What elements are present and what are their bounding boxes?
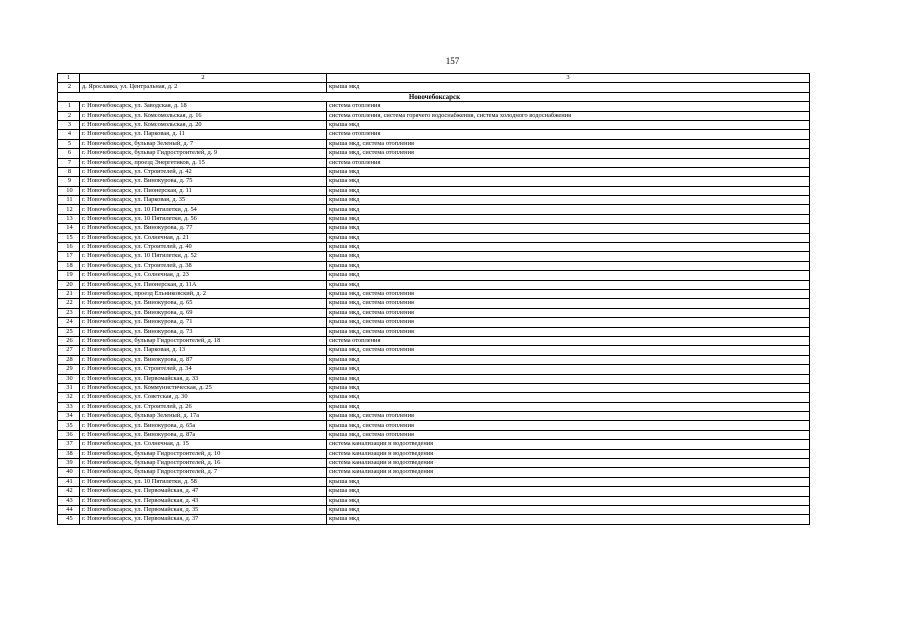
row-number: 5 — [58, 139, 80, 148]
row-number: 17 — [58, 252, 80, 261]
repair-register-table — [57, 73, 810, 525]
row-number: 26 — [58, 336, 80, 345]
row-address: г. Новочебоксарск, ул. Первомайская, д. 47 — [80, 487, 327, 496]
row-number: 32 — [58, 393, 80, 402]
table-row — [58, 355, 810, 364]
row-works: крыша мкд — [327, 205, 810, 214]
table-row — [58, 224, 810, 233]
row-works: система отопления — [327, 130, 810, 139]
row-number: 36 — [58, 430, 80, 439]
row-address: г. Новочебоксарск, ул. Строителей, д. 26 — [80, 402, 327, 411]
row-works: крыша мкд — [327, 120, 810, 129]
table-row — [58, 243, 810, 252]
table-row — [58, 318, 810, 327]
row-address: г. Новочебоксарск, бульвар Гидростроителей, д. 18 — [80, 336, 327, 345]
row-address: г. Новочебоксарск, ул. Солнечная, д. 15 — [80, 440, 327, 449]
row-number: 39 — [58, 459, 80, 468]
row-address: г. Новочебоксарск, ул. Винокурова, д. 87 — [80, 355, 327, 364]
row-number: 41 — [58, 477, 80, 486]
row-number: 23 — [58, 308, 80, 317]
table-row — [58, 233, 810, 242]
row-works: крыша мкд — [327, 167, 810, 176]
row-address: г. Новочебоксарск, ул. Заводская, д. 18 — [80, 102, 327, 111]
row-address: г. Новочебоксарск, бульвар Гидростроителей, д. 10 — [80, 449, 327, 458]
table-row — [58, 205, 810, 214]
row-works: крыша мкд — [327, 224, 810, 233]
table-row — [58, 111, 810, 120]
row-number: 45 — [58, 515, 80, 524]
row-address: г. Новочебоксарск, проезд Ельниковский, д. 2 — [80, 289, 327, 298]
row-address: г. Новочебоксарск, ул. Строителей, д. 42 — [80, 167, 327, 176]
row-works: крыша мкд — [327, 177, 810, 186]
row-number: 18 — [58, 261, 80, 270]
row-number: 35 — [58, 421, 80, 430]
table-row — [58, 327, 810, 336]
table-row — [58, 365, 810, 374]
table-row — [58, 196, 810, 205]
row-address: г. Новочебоксарск, ул. Винокурова, д. 69 — [80, 308, 327, 317]
table-row — [58, 383, 810, 392]
table-row — [58, 496, 810, 505]
row-number: 29 — [58, 365, 80, 374]
row-number: 22 — [58, 299, 80, 308]
table-row — [58, 374, 810, 383]
row-address: г. Новочебоксарск, ул. Винокурова, д. 65 — [80, 299, 327, 308]
table-row — [58, 280, 810, 289]
table-row — [58, 402, 810, 411]
row-address: г. Новочебоксарск, ул. 10 Пятилетки, д. 54 — [80, 205, 327, 214]
row-number: 19 — [58, 271, 80, 280]
row-address: г. Новочебоксарск, ул. 10 Пятилетки, д. 52 — [80, 252, 327, 261]
row-address: г. Новочебоксарск, проезд Энергетиков, д. 15 — [80, 158, 327, 167]
row-address: г. Новочебоксарск, ул. Солнечная, д. 21 — [80, 233, 327, 242]
row-number: 33 — [58, 402, 80, 411]
table-row — [58, 336, 810, 345]
row-works: крыша мкд — [327, 271, 810, 280]
row-address: г. Новочебоксарск, ул. Винокурова, д. 71 — [80, 318, 327, 327]
row-works: крыша мкд — [327, 515, 810, 524]
row-works: крыша мкд — [327, 280, 810, 289]
column-number-2: 2 — [80, 74, 327, 83]
row-number: 20 — [58, 280, 80, 289]
row-number: 14 — [58, 224, 80, 233]
row-number: 21 — [58, 289, 80, 298]
row-works: крыша мкд — [327, 505, 810, 514]
table-row — [58, 120, 810, 129]
row-works: крыша мкд, система отопления — [327, 299, 810, 308]
row-works: крыша мкд, система отопления — [327, 149, 810, 158]
table-row — [58, 412, 810, 421]
row-address: г. Новочебоксарск, ул. Парковая, д. 11 — [80, 130, 327, 139]
row-works: крыша мкд, система отопления — [327, 139, 810, 148]
row-works: крыша мкд — [327, 243, 810, 252]
row-number: 3 — [58, 120, 80, 129]
row-works: крыша мкд — [327, 496, 810, 505]
row-address: г. Новочебоксарск, ул. Строителей, д. 34 — [80, 365, 327, 374]
row-address: г. Новочебоксарск, бульвар Зеленый, д. 17а — [80, 412, 327, 421]
row-works: система отопления — [327, 102, 810, 111]
row-address: г. Новочебоксарск, ул. Парковая, д. 35 — [80, 196, 327, 205]
row-number: 28 — [58, 355, 80, 364]
row-address: г. Новочебоксарск, ул. Первомайская, д. 33 — [80, 374, 327, 383]
table-row — [58, 468, 810, 477]
table-row — [58, 83, 810, 92]
row-number: 44 — [58, 505, 80, 514]
row-address: г. Новочебоксарск, ул. Пионерская, д. 11 — [80, 186, 327, 195]
table-row — [58, 252, 810, 261]
row-works: крыша мкд — [327, 214, 810, 223]
table-row — [58, 440, 810, 449]
table-row — [58, 271, 810, 280]
table-row — [58, 261, 810, 270]
row-address: г. Новочебоксарск, ул. Комсомольская, д. 16 — [80, 111, 327, 120]
row-number: 6 — [58, 149, 80, 158]
row-number: 8 — [58, 167, 80, 176]
row-works: крыша мкд, система отопления — [327, 318, 810, 327]
row-address: г. Новочебоксарск, ул. 10 Пятилетки, д. 58 — [80, 477, 327, 486]
row-address: г. Новочебоксарск, ул. Первомайская, д. 43 — [80, 496, 327, 505]
row-address: д. Ярославка, ул. Центральная, д. 2 — [80, 83, 327, 92]
table-row — [58, 130, 810, 139]
row-works: крыша мкд — [327, 355, 810, 364]
row-works: крыша мкд — [327, 233, 810, 242]
row-number: 2 — [58, 83, 80, 92]
row-works: система отопления — [327, 336, 810, 345]
row-works: система канализации и водоотведения — [327, 468, 810, 477]
row-address: г. Новочебоксарск, ул. Первомайская, д. 37 — [80, 515, 327, 524]
row-address: г. Новочебоксарск, ул. Парковая, д. 13 — [80, 346, 327, 355]
row-number: 4 — [58, 130, 80, 139]
table-row — [58, 487, 810, 496]
row-number: 31 — [58, 383, 80, 392]
column-number-row — [58, 74, 810, 83]
row-works: крыша мкд — [327, 83, 810, 92]
row-number: 34 — [58, 412, 80, 421]
row-address: г. Новочебоксарск, ул. Винокурова, д. 77 — [80, 224, 327, 233]
table-body — [58, 74, 810, 525]
table-row — [58, 158, 810, 167]
row-works: крыша мкд — [327, 487, 810, 496]
row-number: 11 — [58, 196, 80, 205]
row-address: г. Новочебоксарск, ул. 10 Пятилетки, д. 56 — [80, 214, 327, 223]
table-row — [58, 149, 810, 158]
row-number: 9 — [58, 177, 80, 186]
row-works: крыша мкд, система отопления — [327, 327, 810, 336]
row-works: крыша мкд — [327, 402, 810, 411]
section-title: Новочебоксарск — [58, 92, 810, 101]
row-works: система канализации и водоотведения — [327, 449, 810, 458]
row-works: крыша мкд, система отопления — [327, 421, 810, 430]
row-number: 30 — [58, 374, 80, 383]
row-address: г. Новочебоксарск, ул. Солнечная, д. 23 — [80, 271, 327, 280]
row-address: г. Новочебоксарск, ул. Строителей, д. 38 — [80, 261, 327, 270]
section-heading-row — [58, 92, 810, 101]
row-works: крыша мкд, система отопления — [327, 430, 810, 439]
table-row — [58, 449, 810, 458]
row-number: 13 — [58, 214, 80, 223]
row-works: система отопления — [327, 158, 810, 167]
row-address: г. Новочебоксарск, бульвар Гидростроителей, д. 9 — [80, 149, 327, 158]
row-works: крыша мкд, система отопления — [327, 289, 810, 298]
row-number: 24 — [58, 318, 80, 327]
column-number-1: 1 — [58, 74, 80, 83]
table-row — [58, 167, 810, 176]
row-address: г. Новочебоксарск, бульвар Зеленый, д. 7 — [80, 139, 327, 148]
row-number: 15 — [58, 233, 80, 242]
row-number: 38 — [58, 449, 80, 458]
table-row — [58, 421, 810, 430]
table-row — [58, 186, 810, 195]
row-works: система отопления, система горячего водоснабжения, система холодного водоснабжения — [327, 111, 810, 120]
row-works: крыша мкд — [327, 374, 810, 383]
column-number-3: 3 — [327, 74, 810, 83]
row-address: г. Новочебоксарск, ул. Коммунистическая, д. 25 — [80, 383, 327, 392]
table-row — [58, 393, 810, 402]
row-works: крыша мкд — [327, 393, 810, 402]
row-works: крыша мкд — [327, 186, 810, 195]
table-row — [58, 459, 810, 468]
table-row — [58, 308, 810, 317]
row-address: г. Новочебоксарск, ул. Винокурова, д. 65а — [80, 421, 327, 430]
row-works: система канализации и водоотведения — [327, 459, 810, 468]
table-row — [58, 430, 810, 439]
table-row — [58, 289, 810, 298]
row-number: 2 — [58, 111, 80, 120]
row-number: 40 — [58, 468, 80, 477]
page-number: 157 — [445, 56, 460, 66]
row-works: крыша мкд, система отопления — [327, 346, 810, 355]
row-address: г. Новочебоксарск, ул. Винокурова, д. 73 — [80, 327, 327, 336]
row-number: 10 — [58, 186, 80, 195]
table-row — [58, 515, 810, 524]
row-address: г. Новочебоксарск, ул. Комсомольская, д. 20 — [80, 120, 327, 129]
row-works: крыша мкд — [327, 477, 810, 486]
table-row — [58, 477, 810, 486]
table-row — [58, 505, 810, 514]
row-number: 43 — [58, 496, 80, 505]
row-works: крыша мкд, система отопления — [327, 412, 810, 421]
row-address: г. Новочебоксарск, ул. Советская, д. 30 — [80, 393, 327, 402]
row-works: крыша мкд, система отопления — [327, 308, 810, 317]
row-address: г. Новочебоксарск, ул. Первомайская, д. 35 — [80, 505, 327, 514]
row-works: система канализации и водоотведения — [327, 440, 810, 449]
row-address: г. Новочебоксарск, ул. Пионерская, д. 11А — [80, 280, 327, 289]
row-number: 7 — [58, 158, 80, 167]
row-works: крыша мкд — [327, 261, 810, 270]
row-address: г. Новочебоксарск, бульвар Гидростроителей, д. 7 — [80, 468, 327, 477]
table-row — [58, 299, 810, 308]
row-number: 1 — [58, 102, 80, 111]
row-number: 42 — [58, 487, 80, 496]
row-number: 16 — [58, 243, 80, 252]
row-number: 12 — [58, 205, 80, 214]
table-row — [58, 139, 810, 148]
row-works: крыша мкд — [327, 383, 810, 392]
row-address: г. Новочебоксарск, ул. Винокурова, д. 87а — [80, 430, 327, 439]
row-number: 25 — [58, 327, 80, 336]
row-works: крыша мкд — [327, 196, 810, 205]
row-address: г. Новочебоксарск, бульвар Гидростроителей, д. 16 — [80, 459, 327, 468]
row-works: крыша мкд — [327, 252, 810, 261]
table-row — [58, 102, 810, 111]
row-works: крыша мкд — [327, 365, 810, 374]
table-row — [58, 346, 810, 355]
table-row — [58, 214, 810, 223]
row-number: 37 — [58, 440, 80, 449]
table-row — [58, 177, 810, 186]
row-address: г. Новочебоксарск, ул. Строителей, д. 40 — [80, 243, 327, 252]
row-number: 27 — [58, 346, 80, 355]
row-address: г. Новочебоксарск, ул. Винокурова, д. 75 — [80, 177, 327, 186]
